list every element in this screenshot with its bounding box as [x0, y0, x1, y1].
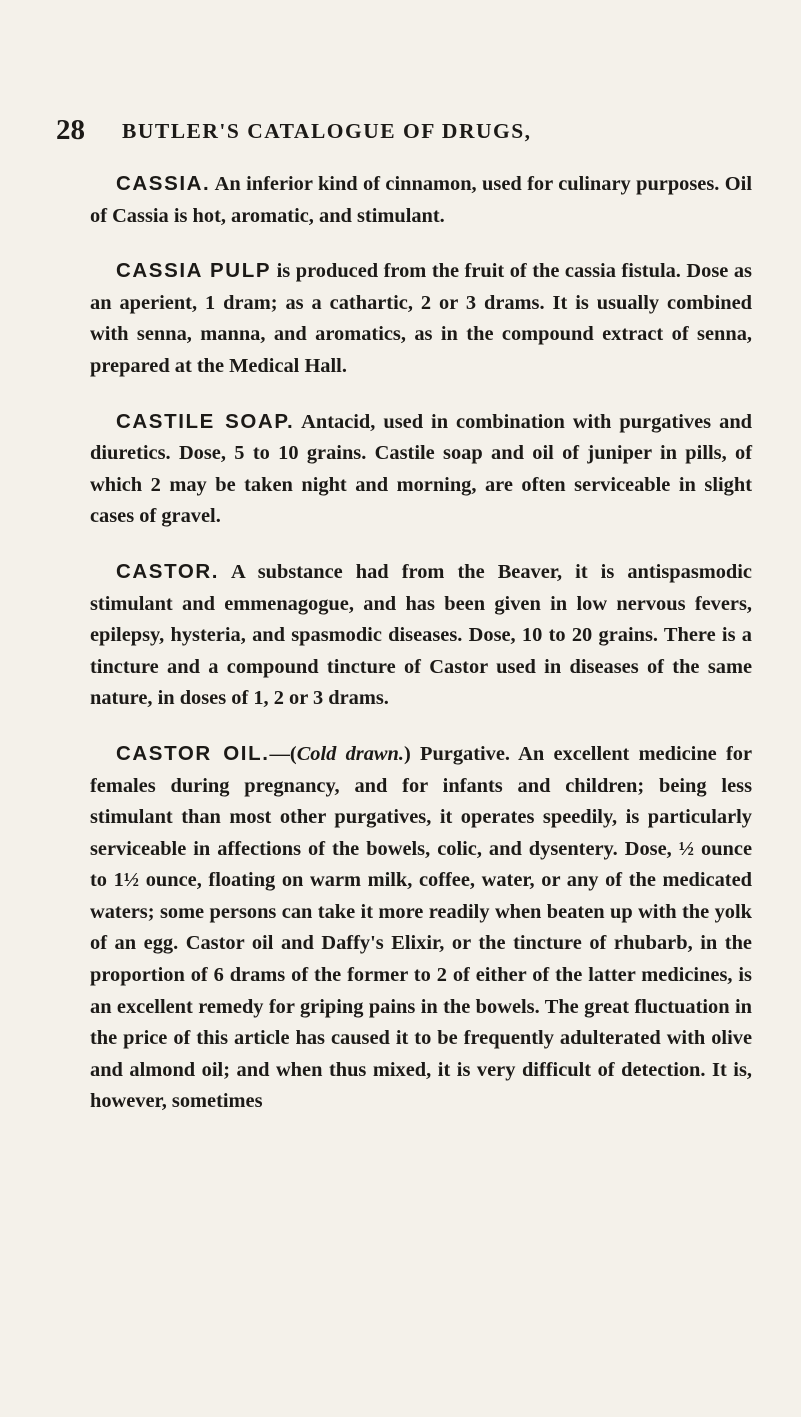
entry-castor-oil [90, 738, 752, 1118]
entry-text: Purgative. An excellent medicine for females during pregnancy, and for infants and children; being less stimulant than most other purgatives, it operates speedily, is particularly serviceable in affections of the bowels, colic, and dysentery. Dose, ½ ounce to 1½ ounce, floating on warm milk, coffee, water, or any of the medicated waters; some persons can take it more readily when beaten up with the yolk of an egg. Castor oil and Daffy's Elixir, or the tincture of rhubarb, in the proportion of 6 drams of the former to 2 of either of the latter medicines, is an excellent remedy for griping pains in the bowels. The great fluctuation in the price of this article has caused it to be frequently adulterated with olive and almond oil; and when thus mixed, it is very difficult of detection. It is, however, sometimes [90, 742, 752, 1113]
entry-text: An inferior kind of cinnamon, used for culinary purposes. Oil of Cassia is hot, aromatic, and stimulant. [90, 173, 752, 227]
entry-headword: CASSIA. [116, 172, 211, 195]
running-head [56, 114, 756, 154]
entry-text: is produced from the fruit of the cassia fistula. Dose as an aperient, 1 dram; as a cathartic, 2 or 3 drams. It is usually combined with senna, manna, and aromatics, as in the compound extract of senna, prepared at the Medical Hall. [90, 260, 752, 377]
entry-cassia [90, 168, 752, 232]
entry-italic-note: Cold drawn. [296, 742, 404, 765]
entry-note-open: —( [269, 742, 297, 765]
entry-headword: CASTOR. [116, 559, 220, 583]
entry-text: Antacid, used in combination with purgatives and diuretics. Dose, 5 to 10 grains. Castile soap and oil of juniper in pills, of which 2 may be taken night and morning, are often serviceable in slight cases of gravel. [90, 410, 753, 528]
page-number: 28 [56, 114, 85, 146]
entry-text: A substance had from the Beaver, it is antispasmodic stimulant and emmenagogue, and has been given in low nervous fevers, epilepsy, hysteria, and spasmodic diseases. Dose, 10 to 20 grains. There is a tincture and a compound tincture of Castor used in diseases of the same nature, in doses of 1, 2 or 3 drams. [90, 560, 752, 710]
page-body [90, 168, 752, 1141]
entry-castile-soap [90, 406, 752, 533]
entry-cassia-pulp [90, 255, 752, 382]
entry-note-close: ) [403, 742, 411, 765]
entry-headword: CASTILE SOAP. [116, 409, 295, 433]
entry-headword: CASTOR OIL. [116, 741, 270, 765]
entry-headword: CASSIA PULP [116, 259, 272, 283]
entry-castor [90, 556, 752, 715]
running-title: BUTLER'S CATALOGUE OF DRUGS, [122, 119, 532, 143]
